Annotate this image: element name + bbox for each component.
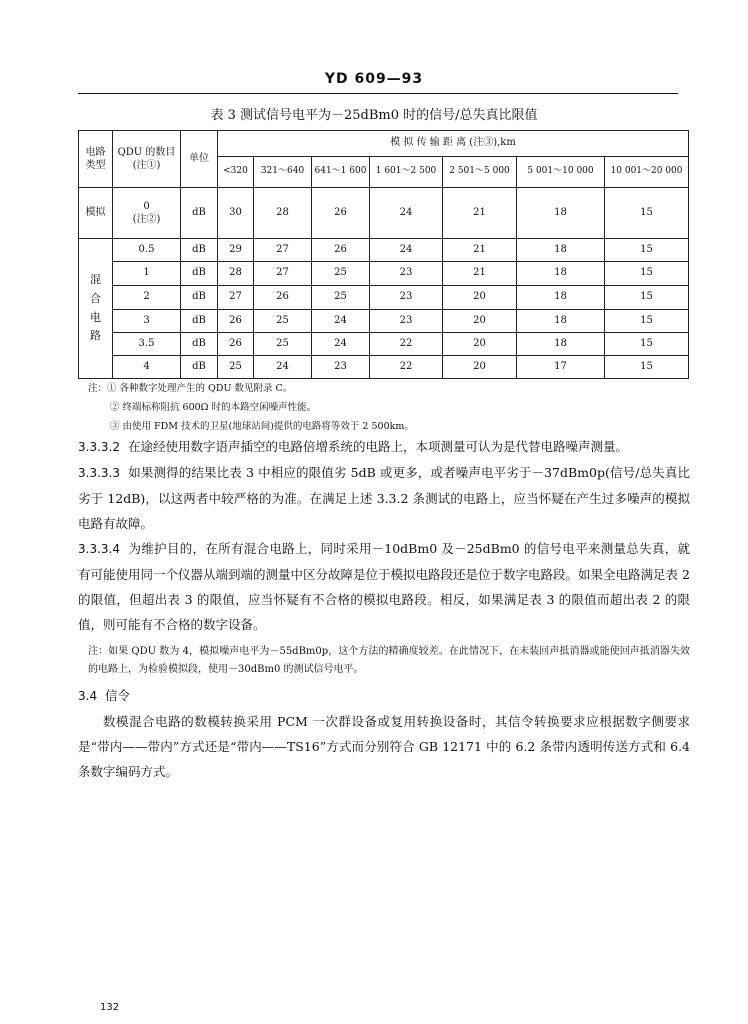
- band-header: 641～1 600: [312, 157, 370, 188]
- value-cell: 28: [218, 262, 254, 286]
- value-cell: 25: [312, 286, 370, 310]
- clause-number: 3.3.3.2: [78, 440, 120, 454]
- qdu-cell: 1: [113, 262, 181, 286]
- page-number: 132: [100, 1002, 120, 1013]
- value-cell: 20: [443, 310, 517, 333]
- value-cell: 21: [443, 239, 517, 262]
- value-cell: 18: [517, 239, 605, 262]
- value-cell: 17: [517, 356, 605, 379]
- value-cell: 15: [605, 333, 689, 356]
- value-cell: 15: [605, 262, 689, 286]
- value-cell: 27: [254, 262, 312, 286]
- unit-cell: dB: [181, 262, 218, 286]
- unit-cell: dB: [181, 286, 218, 310]
- clause-note: 注：如果 QDU 数为 4，模拟噪声电平为－55dBm0p，这个方法的精确度较差。在此情况下，在未装回声抵消器或能使回声抵消器失效的电路上，为检验模拟段，使用－30dBm0 的测试信号电平。: [88, 646, 690, 675]
- notes-prefix: 注：: [88, 383, 108, 394]
- note-item: ② 终端标称阻抗 600Ω 时的本路空闲噪声性能。: [110, 402, 317, 413]
- value-cell: 26: [312, 239, 370, 262]
- table-row: [79, 310, 689, 333]
- value-cell: 18: [517, 310, 605, 333]
- band-header: 2 501～5 000: [443, 157, 517, 188]
- value-cell: 18: [517, 286, 605, 310]
- value-cell: 26: [312, 188, 370, 239]
- value-cell: 27: [254, 239, 312, 262]
- value-cell: 20: [443, 356, 517, 379]
- clause-3-3-3-4: 3.3.3.4 为维护目的，在所有混合电路上，同时采用－10dBm0 及－25dBm0 的信号电平来测量总失真，就有可能使用同一个仪器从端到端的测量中区分故障是位于模拟电路段还是位于数字电路段。如果全电路满足表 2 的限值，但超出表 3 的限值，应当怀疑有不合格的模拟电路段。相反，如果满足表 3 的限值而超出表 2 的限值，则可能有不合格的数字设备。: [78, 541, 691, 632]
- value-cell: 25: [218, 356, 254, 379]
- value-cell: 18: [517, 333, 605, 356]
- value-cell: 15: [605, 239, 689, 262]
- table-row: [79, 262, 689, 286]
- value-cell: 30: [218, 188, 254, 239]
- value-cell: 25: [254, 333, 312, 356]
- band-header: 1 601～2 500: [370, 157, 443, 188]
- unit-cell: dB: [181, 188, 218, 239]
- value-cell: 26: [218, 310, 254, 333]
- value-cell: 28: [254, 188, 312, 239]
- value-cell: 22: [370, 356, 443, 379]
- value-cell: 15: [605, 356, 689, 379]
- clause-number: 3.3.3.4: [78, 542, 120, 556]
- mixed-circuit-label: 混 合 电 路: [79, 239, 113, 379]
- table-row: [79, 333, 689, 356]
- qdu-cell: 0.5: [113, 239, 181, 262]
- value-cell: 24: [312, 333, 370, 356]
- value-cell: 22: [370, 333, 443, 356]
- unit-cell: dB: [181, 333, 218, 356]
- value-cell: 20: [443, 333, 517, 356]
- value-cell: 23: [312, 356, 370, 379]
- value-cell: 25: [254, 310, 312, 333]
- value-cell: 25: [312, 262, 370, 286]
- value-cell: 21: [443, 262, 517, 286]
- qdu-cell: 4: [113, 356, 181, 379]
- clause-title: 信令: [105, 688, 131, 703]
- header-unit: 单位: [181, 131, 218, 188]
- value-cell: 18: [517, 262, 605, 286]
- qdu-cell: 2: [113, 286, 181, 310]
- table-notes: [88, 379, 728, 436]
- value-cell: 15: [605, 188, 689, 239]
- band-header: <320: [218, 157, 254, 188]
- value-cell: 23: [370, 286, 443, 310]
- value-cell: 24: [370, 188, 443, 239]
- clause-3-4-heading: [78, 683, 690, 709]
- clause-3-4-text: 数模混合电路的数模转换采用 PCM 一次群设备或复用转换设备时，其信令转换要求应根据数字侧要求是“带内——带内”方式还是“带内——TS16”方式而分别符合 GB 12171 中的 6.2 条带内透明传送方式和 6.4 条数字编码方式。: [78, 714, 690, 779]
- band-header: 10 001～20 000: [605, 157, 689, 188]
- clause-3-3-3-3: 3.3.3.3 如果测得的结果比表 3 中相应的限值劣 5dB 或更多，或者噪声电平劣于－37dBm0p(信号/总失真比劣于 12dB)，以这两者中较严格的为准。在满足上述 3.3.2 条测试的电路上，应当怀疑在产生过多噪声的模拟电路有故障。: [78, 465, 691, 531]
- table-row: [79, 239, 689, 262]
- value-cell: 23: [370, 262, 443, 286]
- table-title: 表 3 测试信号电平为－25dBm0 时的信号/总失真比限值: [210, 108, 538, 123]
- qdu-cell: 3.5: [113, 333, 181, 356]
- value-cell: 24: [312, 310, 370, 333]
- value-cell: 15: [605, 286, 689, 310]
- value-cell: 21: [443, 188, 517, 239]
- value-cell: 15: [605, 310, 689, 333]
- clause-number: 3.3.3.3: [78, 466, 120, 480]
- note-item: 注：① 各种数字处理产生的 QDU 数见附录 C。: [88, 383, 293, 394]
- unit-cell: dB: [181, 356, 218, 379]
- value-cell: 27: [218, 286, 254, 310]
- document-code-header: YD 609—93: [324, 71, 424, 87]
- unit-cell: dB: [181, 239, 218, 262]
- analog-type-cell: 模拟: [79, 188, 113, 239]
- analog-qdu-cell: 0 (注②): [113, 188, 181, 239]
- header-qdu-count: QDU 的数目 (注①): [113, 131, 181, 188]
- table-row: [79, 286, 689, 310]
- clause-number: 3.4: [78, 689, 98, 703]
- value-cell: 26: [218, 333, 254, 356]
- band-header: 321～640: [254, 157, 312, 188]
- value-cell: 20: [443, 286, 517, 310]
- value-cell: 24: [370, 239, 443, 262]
- value-cell: 18: [517, 188, 605, 239]
- table-row: [79, 356, 689, 379]
- value-cell: 24: [254, 356, 312, 379]
- body-text: [78, 434, 690, 784]
- qdu-cell: 3: [113, 310, 181, 333]
- value-cell: 26: [254, 286, 312, 310]
- unit-cell: dB: [181, 310, 218, 333]
- header-circuit-type: 电路 类型: [79, 131, 113, 188]
- table-row-analog: [79, 188, 689, 239]
- limits-table: [78, 130, 689, 379]
- header-distance: 模 拟 传 输 距 离 (注③),km: [218, 131, 689, 157]
- band-header: 5 001～10 000: [517, 157, 605, 188]
- value-cell: 29: [218, 239, 254, 262]
- value-cell: 23: [370, 310, 443, 333]
- clause-3-3-3-2: 3.3.3.2 在途经使用数字语声插空的电路倍增系统的电路上，本项测量可认为是代替电路噪声测量。: [78, 439, 628, 454]
- header-rule: [78, 93, 678, 94]
- note-item: ③ 由使用 FDM 技术的卫星(地球站间)提供的电路将等效于 2 500km。: [110, 421, 414, 432]
